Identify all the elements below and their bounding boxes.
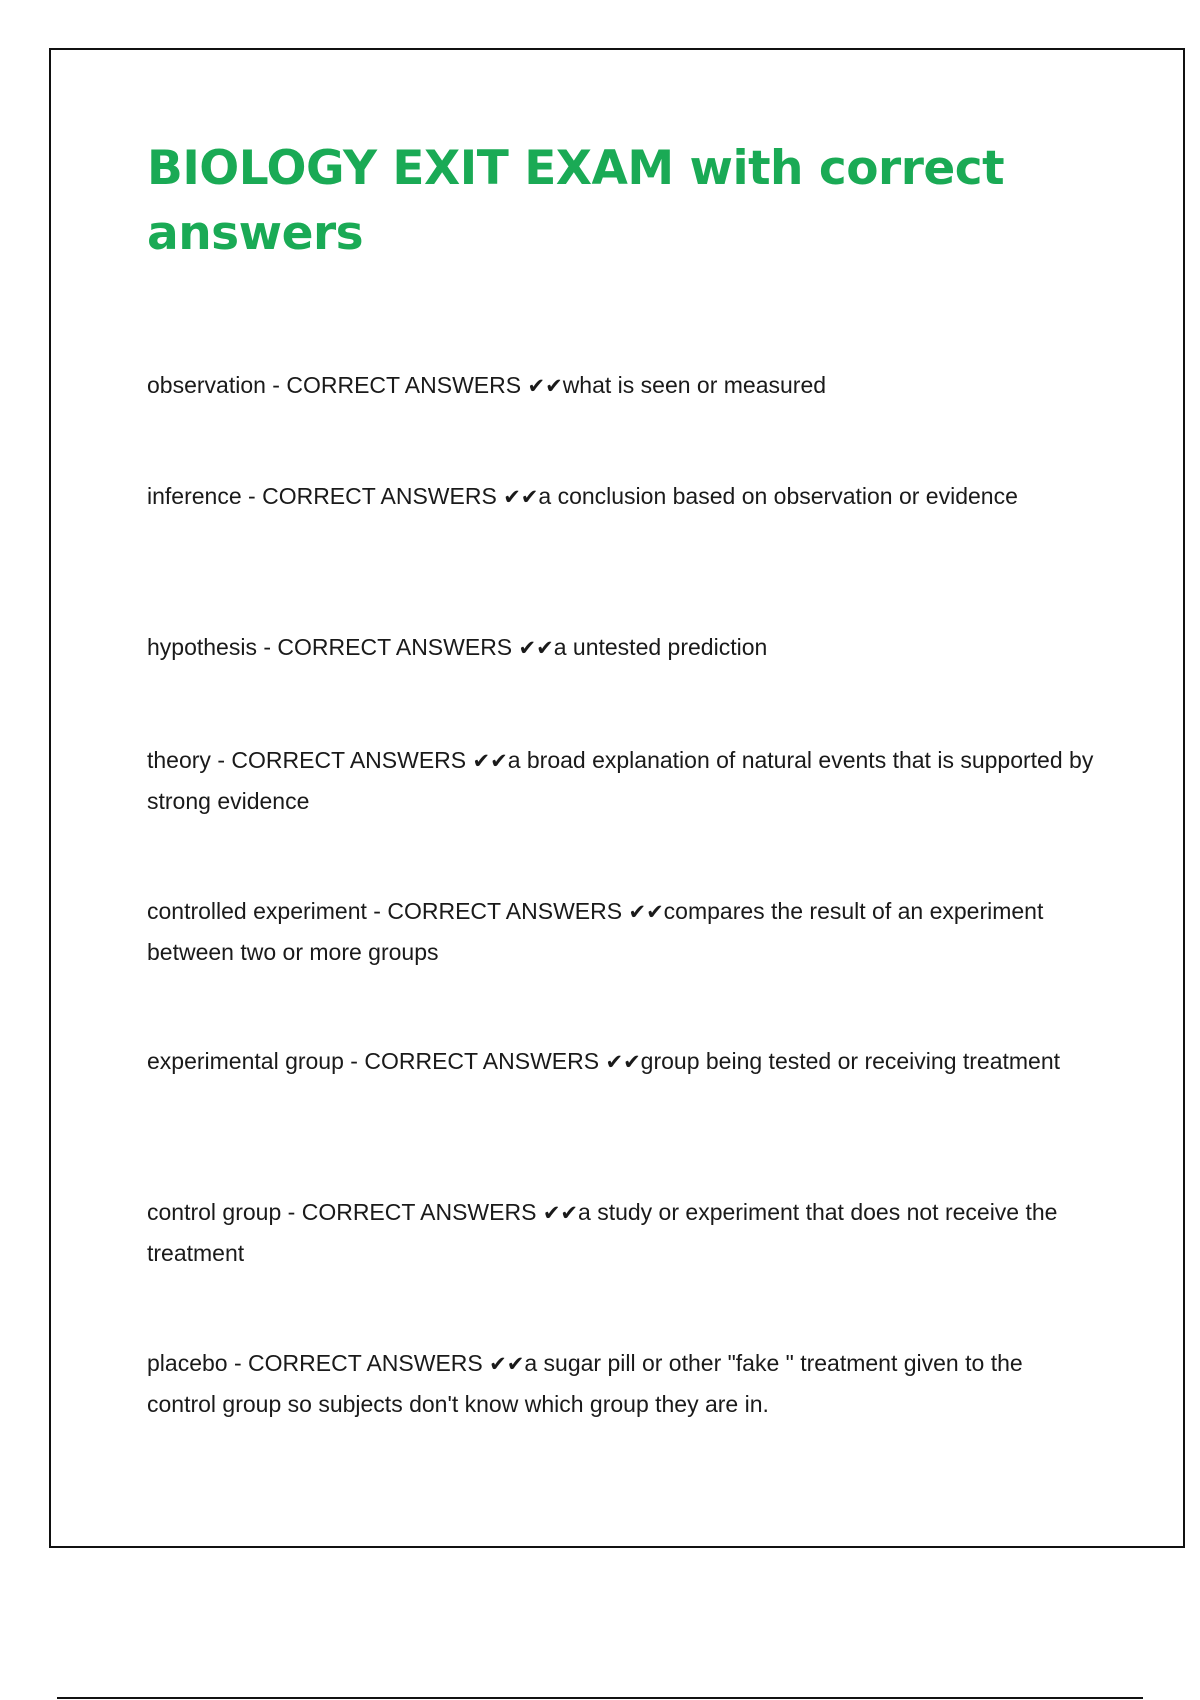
qa-item-placebo	[147, 1343, 1097, 1424]
definition: a broad explanation of natural events that is supported by strong evidence	[147, 747, 1094, 814]
qa-item-observation	[147, 365, 1097, 406]
double-check-icon: ✔✔	[503, 485, 539, 509]
term: control group	[147, 1199, 282, 1225]
term: controlled experiment	[147, 898, 367, 924]
term: hypothesis	[147, 634, 257, 660]
definition: a untested prediction	[553, 634, 768, 660]
double-check-icon: ✔✔	[527, 374, 563, 398]
answer-label: CORRECT ANSWERS	[387, 898, 623, 924]
answer-label: CORRECT ANSWERS	[277, 634, 513, 660]
answer-label: CORRECT ANSWERS	[262, 483, 497, 509]
definition: a sugar pill or other "fake " treatment given to the control group so subjects don't know which group they are in.	[147, 1350, 1023, 1417]
double-check-icon: ✔✔	[472, 749, 508, 773]
separator: -	[265, 372, 287, 398]
separator: -	[256, 634, 278, 660]
term: inference	[147, 483, 242, 509]
term: placebo	[147, 1350, 228, 1376]
double-check-icon: ✔✔	[542, 1201, 579, 1225]
footer-divider	[57, 1697, 1143, 1699]
qa-item-inference	[147, 476, 1097, 517]
qa-item-controlled-experiment	[147, 891, 1097, 972]
answer-label: CORRECT ANSWERS	[248, 1350, 483, 1376]
term: observation	[147, 372, 266, 398]
separator: -	[227, 1350, 249, 1376]
document-title: BIOLOGY EXIT EXAM with correct answers	[147, 141, 1005, 261]
definition: what is seen or measured	[562, 372, 827, 398]
answer-label: CORRECT ANSWERS	[286, 372, 522, 398]
qa-item-hypothesis	[147, 627, 1097, 668]
separator: -	[241, 483, 263, 509]
definition: a study or experiment that does not receive the treatment	[147, 1199, 1058, 1266]
qa-item-experimental-group	[147, 1041, 1097, 1082]
separator: -	[343, 1048, 365, 1074]
answer-label: CORRECT ANSWERS	[364, 1048, 600, 1074]
separator: -	[210, 747, 232, 773]
definition: a conclusion based on observation or evidence	[538, 483, 1018, 509]
double-check-icon: ✔✔	[489, 1352, 525, 1376]
double-check-icon: ✔✔	[605, 1050, 641, 1074]
double-check-icon: ✔✔	[628, 900, 664, 924]
answer-label: CORRECT ANSWERS	[301, 1199, 537, 1225]
separator: -	[281, 1199, 302, 1225]
qa-item-theory	[147, 740, 1097, 821]
definition: compares the result of an experiment between two or more groups	[147, 898, 1044, 965]
qa-item-control-group	[147, 1192, 1097, 1273]
double-check-icon: ✔✔	[518, 636, 554, 660]
page-frame	[49, 48, 1185, 1548]
definition: group being tested or receiving treatment	[640, 1048, 1061, 1074]
term: experimental group	[147, 1048, 344, 1074]
answer-label: CORRECT ANSWERS	[231, 747, 467, 773]
term: theory	[147, 747, 211, 773]
separator: -	[366, 898, 388, 924]
